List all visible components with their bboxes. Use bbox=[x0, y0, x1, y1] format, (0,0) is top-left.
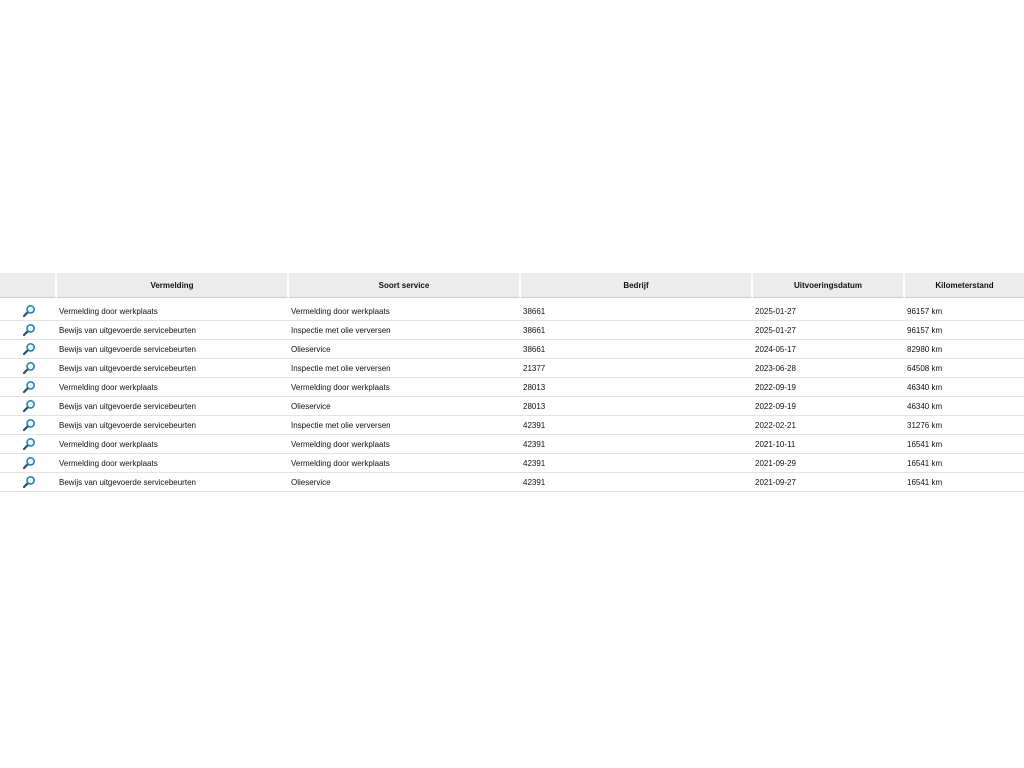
header-icon-column bbox=[0, 273, 57, 298]
cell-soort-service: Inspectie met olie verversen bbox=[289, 321, 521, 340]
row-icon-cell[interactable] bbox=[0, 397, 57, 416]
magnifier-icon[interactable] bbox=[22, 456, 36, 470]
magnifier-icon[interactable] bbox=[22, 342, 36, 356]
magnifier-icon[interactable] bbox=[22, 399, 36, 413]
cell-soort-service: Olieservice bbox=[289, 473, 521, 492]
cell-kilometerstand: 16541 km bbox=[905, 454, 1024, 473]
cell-uitvoeringsdatum: 2021-10-11 bbox=[753, 435, 905, 454]
row-icon-cell[interactable] bbox=[0, 416, 57, 435]
service-history-table bbox=[0, 273, 1024, 492]
header-uitvoeringsdatum[interactable]: Uitvoeringsdatum bbox=[753, 273, 905, 298]
cell-kilometerstand: 46340 km bbox=[905, 397, 1024, 416]
row-icon-cell[interactable] bbox=[0, 359, 57, 378]
cell-soort-service: Inspectie met olie verversen bbox=[289, 416, 521, 435]
header-kilometerstand[interactable]: Kilometerstand bbox=[905, 273, 1024, 298]
cell-soort-service: Vermelding door werkplaats bbox=[289, 454, 521, 473]
cell-kilometerstand: 46340 km bbox=[905, 378, 1024, 397]
table-row bbox=[0, 321, 1024, 340]
table-row bbox=[0, 454, 1024, 473]
cell-vermelding: Bewijs van uitgevoerde servicebeurten bbox=[57, 416, 289, 435]
cell-bedrijf: 38661 bbox=[521, 340, 753, 359]
row-icon-cell[interactable] bbox=[0, 302, 57, 321]
cell-uitvoeringsdatum: 2022-09-19 bbox=[753, 397, 905, 416]
cell-bedrijf: 42391 bbox=[521, 454, 753, 473]
cell-soort-service: Vermelding door werkplaats bbox=[289, 302, 521, 321]
cell-vermelding: Bewijs van uitgevoerde servicebeurten bbox=[57, 473, 289, 492]
magnifier-icon[interactable] bbox=[22, 380, 36, 394]
cell-uitvoeringsdatum: 2021-09-29 bbox=[753, 454, 905, 473]
magnifier-icon[interactable] bbox=[22, 323, 36, 337]
cell-kilometerstand: 31276 km bbox=[905, 416, 1024, 435]
row-icon-cell[interactable] bbox=[0, 454, 57, 473]
cell-kilometerstand: 64508 km bbox=[905, 359, 1024, 378]
cell-vermelding: Vermelding door werkplaats bbox=[57, 378, 289, 397]
table-row bbox=[0, 397, 1024, 416]
table-row bbox=[0, 378, 1024, 397]
cell-vermelding: Bewijs van uitgevoerde servicebeurten bbox=[57, 359, 289, 378]
row-icon-cell[interactable] bbox=[0, 435, 57, 454]
table-header-row bbox=[0, 273, 1024, 298]
cell-bedrijf: 28013 bbox=[521, 378, 753, 397]
row-icon-cell[interactable] bbox=[0, 321, 57, 340]
table-row bbox=[0, 473, 1024, 492]
magnifier-icon[interactable] bbox=[22, 475, 36, 489]
cell-uitvoeringsdatum: 2023-06-28 bbox=[753, 359, 905, 378]
cell-bedrijf: 38661 bbox=[521, 321, 753, 340]
cell-vermelding: Bewijs van uitgevoerde servicebeurten bbox=[57, 340, 289, 359]
header-soort-service[interactable]: Soort service bbox=[289, 273, 521, 298]
cell-uitvoeringsdatum: 2024-05-17 bbox=[753, 340, 905, 359]
cell-vermelding: Vermelding door werkplaats bbox=[57, 454, 289, 473]
cell-bedrijf: 38661 bbox=[521, 302, 753, 321]
cell-vermelding: Vermelding door werkplaats bbox=[57, 435, 289, 454]
row-icon-cell[interactable] bbox=[0, 473, 57, 492]
cell-uitvoeringsdatum: 2022-09-19 bbox=[753, 378, 905, 397]
cell-bedrijf: 21377 bbox=[521, 359, 753, 378]
cell-soort-service: Vermelding door werkplaats bbox=[289, 435, 521, 454]
cell-kilometerstand: 16541 km bbox=[905, 473, 1024, 492]
cell-soort-service: Inspectie met olie verversen bbox=[289, 359, 521, 378]
magnifier-icon[interactable] bbox=[22, 304, 36, 318]
cell-kilometerstand: 96157 km bbox=[905, 302, 1024, 321]
cell-vermelding: Bewijs van uitgevoerde servicebeurten bbox=[57, 321, 289, 340]
header-bedrijf[interactable]: Bedrijf bbox=[521, 273, 753, 298]
cell-bedrijf: 42391 bbox=[521, 435, 753, 454]
table-row bbox=[0, 359, 1024, 378]
cell-bedrijf: 42391 bbox=[521, 473, 753, 492]
cell-kilometerstand: 96157 km bbox=[905, 321, 1024, 340]
cell-soort-service: Vermelding door werkplaats bbox=[289, 378, 521, 397]
cell-vermelding: Bewijs van uitgevoerde servicebeurten bbox=[57, 397, 289, 416]
cell-kilometerstand: 16541 km bbox=[905, 435, 1024, 454]
cell-uitvoeringsdatum: 2022-02-21 bbox=[753, 416, 905, 435]
cell-bedrijf: 28013 bbox=[521, 397, 753, 416]
row-icon-cell[interactable] bbox=[0, 340, 57, 359]
cell-soort-service: Olieservice bbox=[289, 397, 521, 416]
table-row bbox=[0, 302, 1024, 321]
cell-vermelding: Vermelding door werkplaats bbox=[57, 302, 289, 321]
table-row bbox=[0, 416, 1024, 435]
cell-soort-service: Olieservice bbox=[289, 340, 521, 359]
magnifier-icon[interactable] bbox=[22, 361, 36, 375]
magnifier-icon[interactable] bbox=[22, 418, 36, 432]
magnifier-icon[interactable] bbox=[22, 437, 36, 451]
cell-uitvoeringsdatum: 2021-09-27 bbox=[753, 473, 905, 492]
cell-uitvoeringsdatum: 2025-01-27 bbox=[753, 321, 905, 340]
header-vermelding[interactable]: Vermelding bbox=[57, 273, 289, 298]
cell-bedrijf: 42391 bbox=[521, 416, 753, 435]
service-history-table-container bbox=[0, 273, 1024, 492]
cell-uitvoeringsdatum: 2025-01-27 bbox=[753, 302, 905, 321]
row-icon-cell[interactable] bbox=[0, 378, 57, 397]
table-row bbox=[0, 340, 1024, 359]
cell-kilometerstand: 82980 km bbox=[905, 340, 1024, 359]
table-row bbox=[0, 435, 1024, 454]
